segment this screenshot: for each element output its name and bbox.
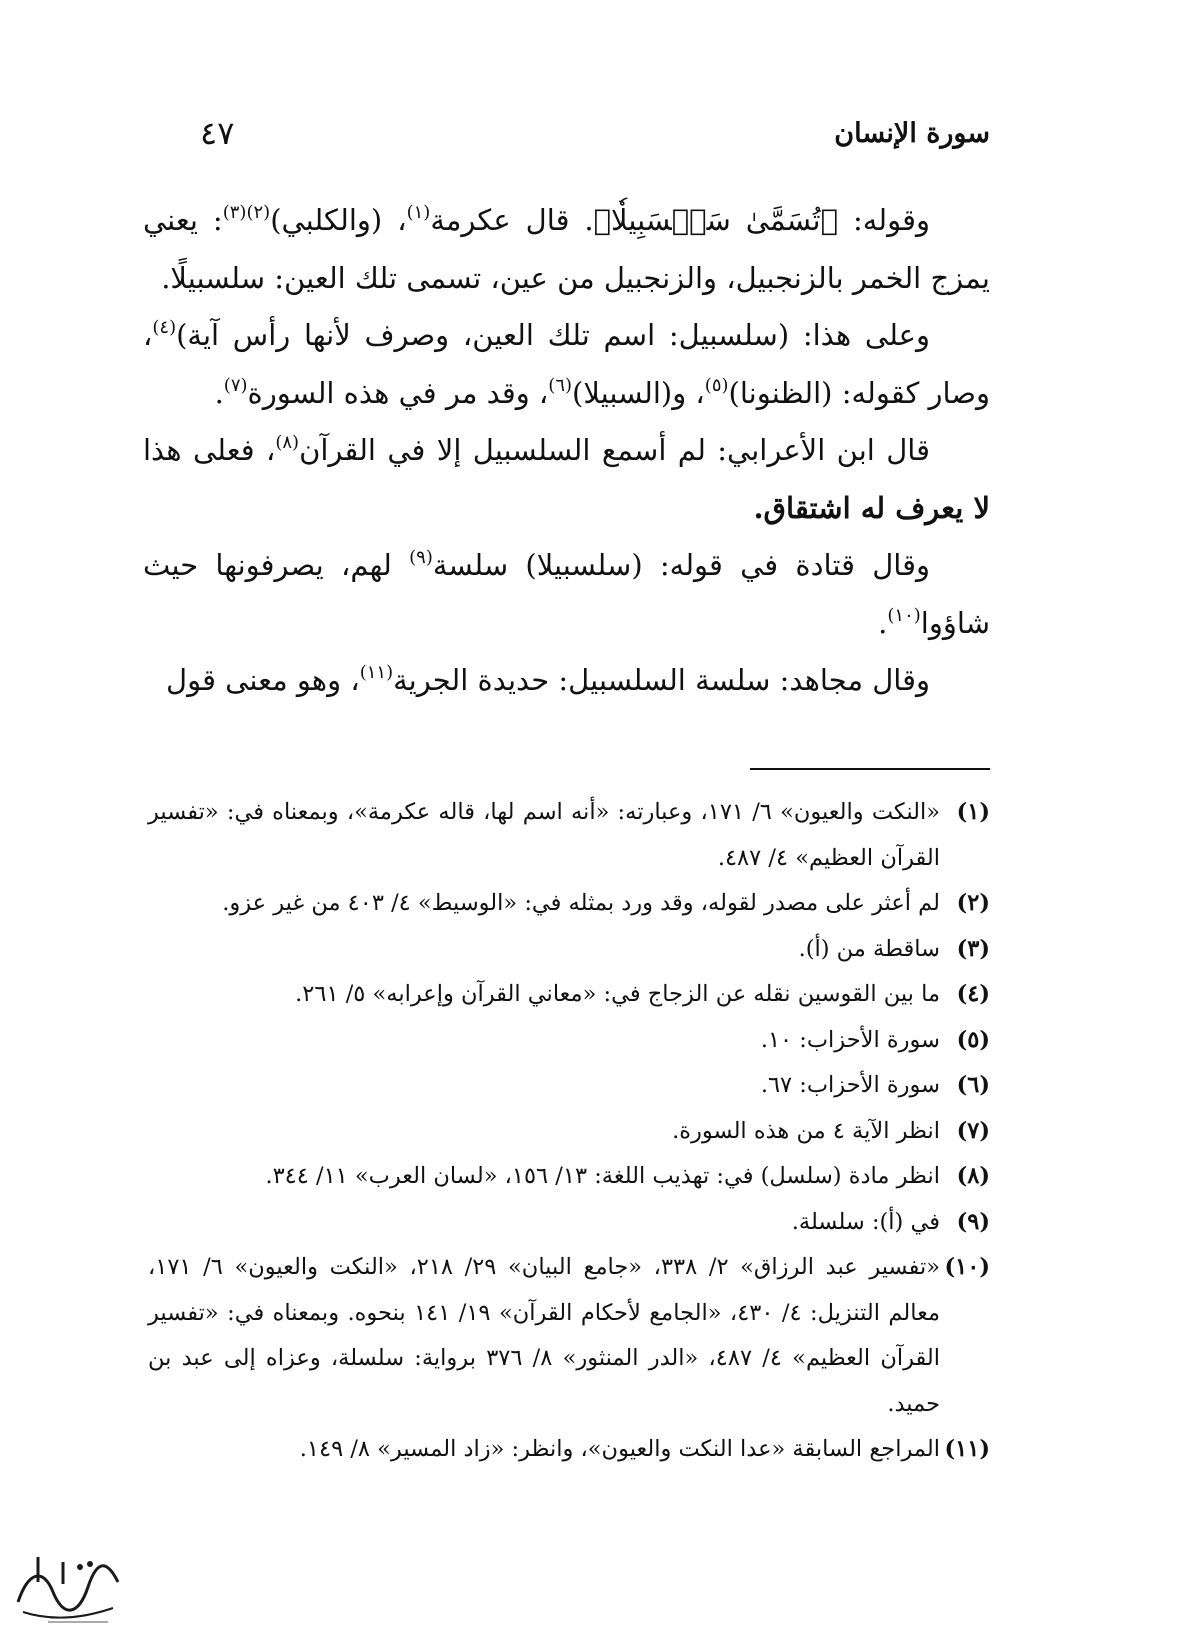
- footnote-number: (١٠): [944, 1254, 990, 1280]
- footnote-item: [148, 927, 990, 973]
- sura-title: سورة الإنسان: [834, 117, 990, 149]
- bold-text-segment: لا يعرف له اشتقاق.: [753, 490, 990, 525]
- text-segment: ، وصار كقوله: (الظنونا): [143, 318, 990, 410]
- text-segment: لهم، يصرفونها حيث شاؤوا: [143, 548, 990, 640]
- footnote-number: (٥): [956, 1026, 990, 1053]
- main-text: [143, 192, 990, 710]
- quran-verse: ﴿تُسَمَّىٰ سَلۡسَبِيلٗا﴾: [593, 203, 839, 237]
- footnote-number: (٢): [956, 890, 990, 916]
- footnote-item: [148, 1109, 990, 1155]
- footnote-item: [148, 1154, 990, 1200]
- text-segment: وعلى هذا: (سلسبيل: اسم تلك العين، وصرف لأنها رأس آية): [176, 318, 930, 352]
- footnote-ref[interactable]: (٧): [223, 374, 248, 396]
- footnote-text: سورة الأحزاب: ٦٧.: [760, 1072, 940, 1098]
- text-segment: ، (والكلبي): [270, 203, 407, 237]
- footnote-number: (٤): [956, 981, 990, 1007]
- footnotes-section: [148, 790, 990, 1473]
- footnote-ref[interactable]: (١٠): [887, 604, 921, 626]
- footnote-ref[interactable]: (٩): [409, 547, 433, 568]
- footnote-item: [148, 790, 990, 881]
- footnote-number: (١١): [944, 1436, 990, 1462]
- text-segment: وقال قتادة في قوله: (سلسبيلا) سلسة: [432, 548, 931, 582]
- text-segment: .: [214, 375, 224, 410]
- footnote-ref[interactable]: (٤): [152, 317, 177, 338]
- footnote-number: (٧): [956, 1117, 990, 1144]
- footnote-ref[interactable]: (٦): [548, 374, 573, 396]
- text-segment: . قال عكرمة: [430, 203, 594, 237]
- text-segment: ، وهو معنى قول: [166, 663, 360, 697]
- footnote-item: [148, 881, 990, 927]
- text-segment: وقوله:: [838, 203, 930, 237]
- footnote-text: في (أ): سلسلة.: [791, 1208, 940, 1235]
- footnote-text: «النكت والعيون» ٦/ ١٧١، وعبارته: «أنه اسم لها، قاله عكرمة»، وبمعناه في: «تفسير القرآن العظيم» ٤/ ٤٨٧.: [148, 799, 941, 871]
- footnote-number: (٣): [956, 935, 990, 962]
- calligraphy-logo-icon: [8, 1542, 128, 1632]
- page-number: ٤٧: [200, 114, 235, 152]
- footnote-number: (١): [956, 799, 990, 825]
- text-segment: ، فعلى هذا: [143, 433, 276, 467]
- text-segment: قال ابن الأعرابي: لم أسمع السلسبيل إلا في القرآن: [299, 433, 930, 467]
- footnote-text: سورة الأحزاب: ١٠.: [760, 1026, 940, 1053]
- footnote-number: (٩): [956, 1208, 990, 1235]
- text-segment: : يعني يمزج الخمر بالزنجبيل، والزنجبيل من عين، تسمى تلك العين: سلسبيلًا.: [143, 203, 990, 295]
- paragraph-3: [143, 422, 990, 537]
- footnote-text: لم أعثر على مصدر لقوله، وقد ورد بمثله في: «الوسيط» ٤/ ٤٠٣ من غير عزو.: [222, 890, 940, 916]
- footnote-item: [148, 1427, 990, 1473]
- footnote-text: ما بين القوسين نقله عن الزجاج في: «معاني القرآن وإعرابه» ٥/ ٢٦١.: [295, 981, 940, 1007]
- text-segment: ، و(السبيلا): [572, 375, 705, 410]
- footnote-text: المراجع السابقة «عدا النكت والعيون»، وانظر: «زاد المسير» ٨/ ١٤٩.: [299, 1436, 940, 1462]
- footnote-number: (٦): [956, 1072, 990, 1098]
- footnote-ref[interactable]: (٢): [246, 202, 271, 223]
- footnote-text: انظر الآية ٤ من هذه السورة.: [672, 1117, 940, 1144]
- paragraph-4: [143, 537, 990, 652]
- footnote-item: [148, 1063, 990, 1109]
- text-segment: ، وقد مر في هذه السورة: [247, 375, 549, 410]
- footnote-number: (٨): [956, 1163, 990, 1189]
- paragraph-2: [143, 307, 990, 422]
- footnote-item: [148, 1018, 990, 1064]
- footnote-ref[interactable]: (٣): [222, 202, 247, 223]
- footnote-ref[interactable]: (١١): [359, 662, 394, 683]
- footnote-text: «تفسير عبد الرزاق» ٢/ ٣٣٨، «جامع البيان» ٢٩/ ٢١٨، «النكت والعيون» ٦/ ١٧١، معالم التنزيل: ٤/ ٤٣٠، «الجامع لأحكام القرآن» ١٩/ ١٤١ بنحوه. وبمعناه في: «تفسير القرآن العظيم» ٤/ ٤٨٧، «الدر المنثور» ٨/ ٣٧٦ برواية: سلسلة، وعزاه إلى عبد بن حميد.: [148, 1254, 941, 1417]
- text-segment: .: [878, 605, 888, 640]
- paragraph-1: [143, 192, 990, 307]
- page-header: [200, 108, 990, 158]
- paragraph-5: [143, 652, 990, 710]
- footnote-ref[interactable]: (٥): [704, 374, 729, 396]
- footnote-ref[interactable]: (١): [406, 202, 431, 223]
- footnote-item: [148, 972, 990, 1018]
- footnote-divider: [750, 768, 990, 770]
- footnote-text: انظر مادة (سلسل) في: تهذيب اللغة: ١٣/ ١٥٦، «لسان العرب» ١١/ ٣٤٤.: [265, 1163, 940, 1189]
- footnote-item: [148, 1200, 990, 1246]
- text-segment: وقال مجاهد: سلسة السلسبيل: حديدة الجرية: [393, 663, 930, 697]
- footnote-item: [148, 1245, 990, 1427]
- footnote-ref[interactable]: (٨): [275, 432, 300, 453]
- footnote-text: ساقطة من (أ).: [798, 935, 940, 962]
